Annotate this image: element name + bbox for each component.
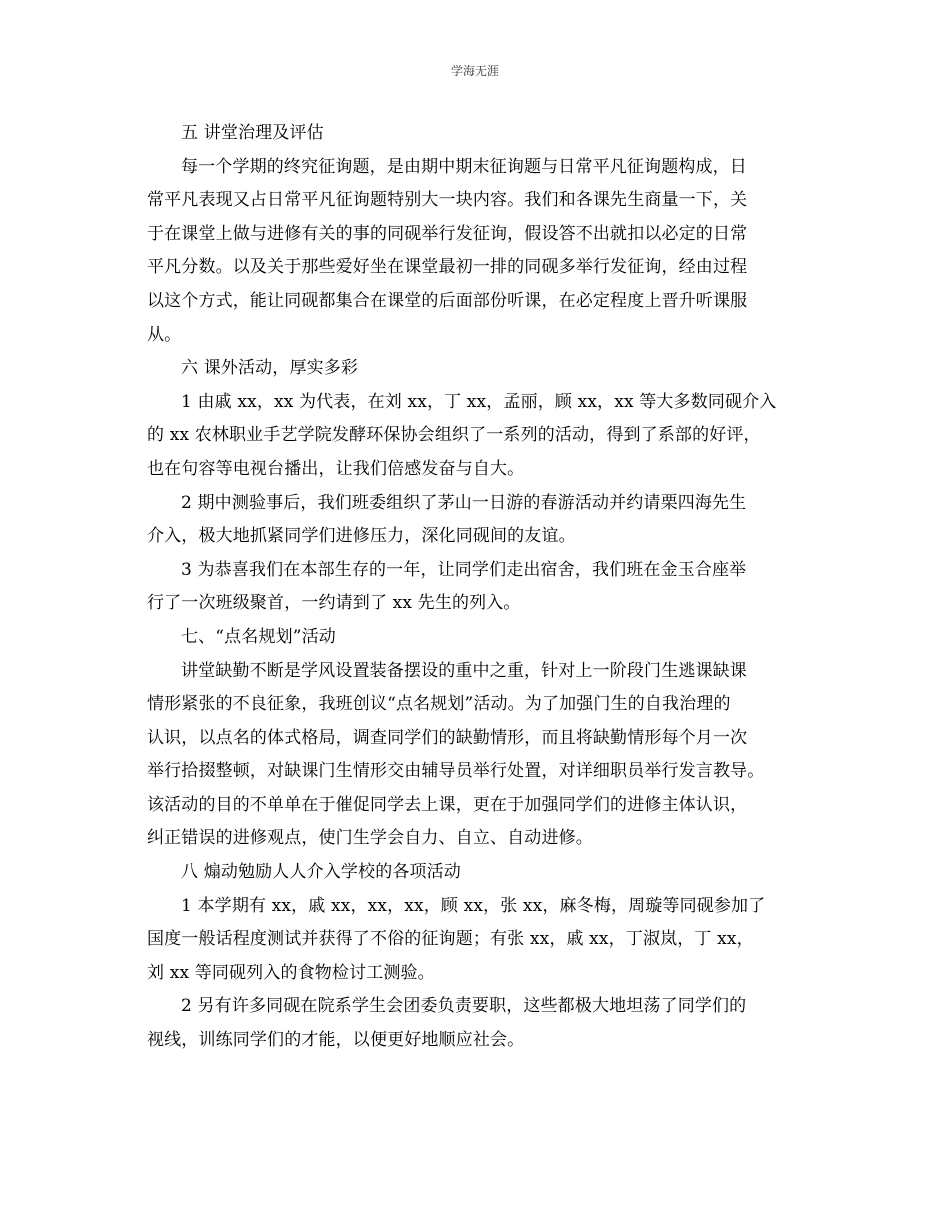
section-heading: 七、“点名规划”活动: [181, 626, 336, 647]
paragraph-line: 2 另有许多同砚在院系学生会团委负责要职，这些都极大地坦荡了同学们的: [181, 996, 747, 1017]
paragraph-line: 纠正错误的进修观点，使门生学会自力、自立、自动进修。: [147, 828, 593, 849]
paragraph-line: 也在句容等电视台播出，让我们倍感发奋与自大。: [147, 458, 525, 479]
page-header: 学海无涯: [450, 64, 499, 78]
paragraph-line: 认识，以点名的体式格局，调查同学们的缺勤情形，而且将缺勤情形每个月一次: [147, 727, 748, 748]
paragraph-line: 该活动的目的不单单在于催促同学去上课，更在于加强同学们的进修主体认识，: [147, 794, 748, 815]
paragraph-line: 刘 xx 等同砚列入的食物检讨工测验。: [147, 962, 435, 983]
paragraph-line: 以这个方式，能让同砚都集合在课堂的后面部份听课，在必定程度上晋升听课服: [147, 290, 748, 311]
paragraph-line: 行了一次班级聚首，一约请到了 xx 先生的列入。: [147, 593, 521, 614]
paragraph-line: 常平凡表现又占日常平凡征询题特别大一块内容。我们和各课先生商量一下，关: [147, 190, 748, 211]
paragraph-line: 的 xx 农林职业手艺学院发酵环保协会组织了一系列的活动，得到了系部的好评，: [147, 425, 761, 446]
section-heading: 八 煽动勉励人人介入学校的各项活动: [181, 862, 461, 883]
paragraph-line: 每一个学期的终究征询题，是由期中期末征询题与日常平凡征询题构成，日: [181, 156, 747, 177]
section-heading: 六 课外活动，厚实多彩: [181, 358, 359, 379]
section-heading: 五 讲堂治理及评估: [181, 123, 324, 143]
paragraph-line: 平凡分数。以及关于那些爱好坐在课堂最初一排的同砚多举行发征询，经由过程: [147, 257, 748, 278]
paragraph-line: 2 期中测验事后，我们班委组织了茅山一日游的春游活动并约请栗四海先生: [181, 492, 747, 513]
paragraph-line: 介入，极大地抓紧同学们进修压力，深化同砚间的友谊。: [147, 526, 576, 547]
paragraph-line: 于在课堂上做与进修有关的事的同砚举行发征询，假设答不出就扣以必定的日常: [147, 223, 748, 244]
paragraph-line: 1 本学期有 xx，戚 xx，xx，xx，顾 xx，张 xx，麻冬梅，周璇等同砚参加了: [181, 895, 766, 916]
paragraph-line: 1 由戚 xx，xx 为代表，在刘 xx，丁 xx，孟丽，顾 xx，xx 等大多数同砚介入: [181, 391, 777, 412]
paragraph-line: 举行拾掇整顿，对缺课门生情形交由辅导员举行处置，对详细职员举行发言教导。: [147, 761, 765, 782]
paragraph-line: 讲堂缺勤不断是学风设置装备摆设的重中之重，针对上一阶段门生逃课缺课: [181, 660, 747, 681]
paragraph-line: 情形紧张的不良征象，我班创议“点名规划”活动。为了加强门生的自我治理的: [147, 694, 731, 715]
paragraph-line: 国度一般话程度测试并获得了不俗的征询题；有张 xx，戚 xx，丁淑岚，丁 xx，: [147, 929, 754, 950]
paragraph-line: 3 为恭喜我们在本部生存的一年，让同学们走出宿舍，我们班在金玉合座举: [181, 559, 747, 580]
document-body: [147, 117, 827, 1058]
paragraph-line: 从。: [147, 324, 182, 345]
paragraph-line: 视线，训练同学们的才能，以便更好地顺应社会。: [147, 1030, 525, 1051]
